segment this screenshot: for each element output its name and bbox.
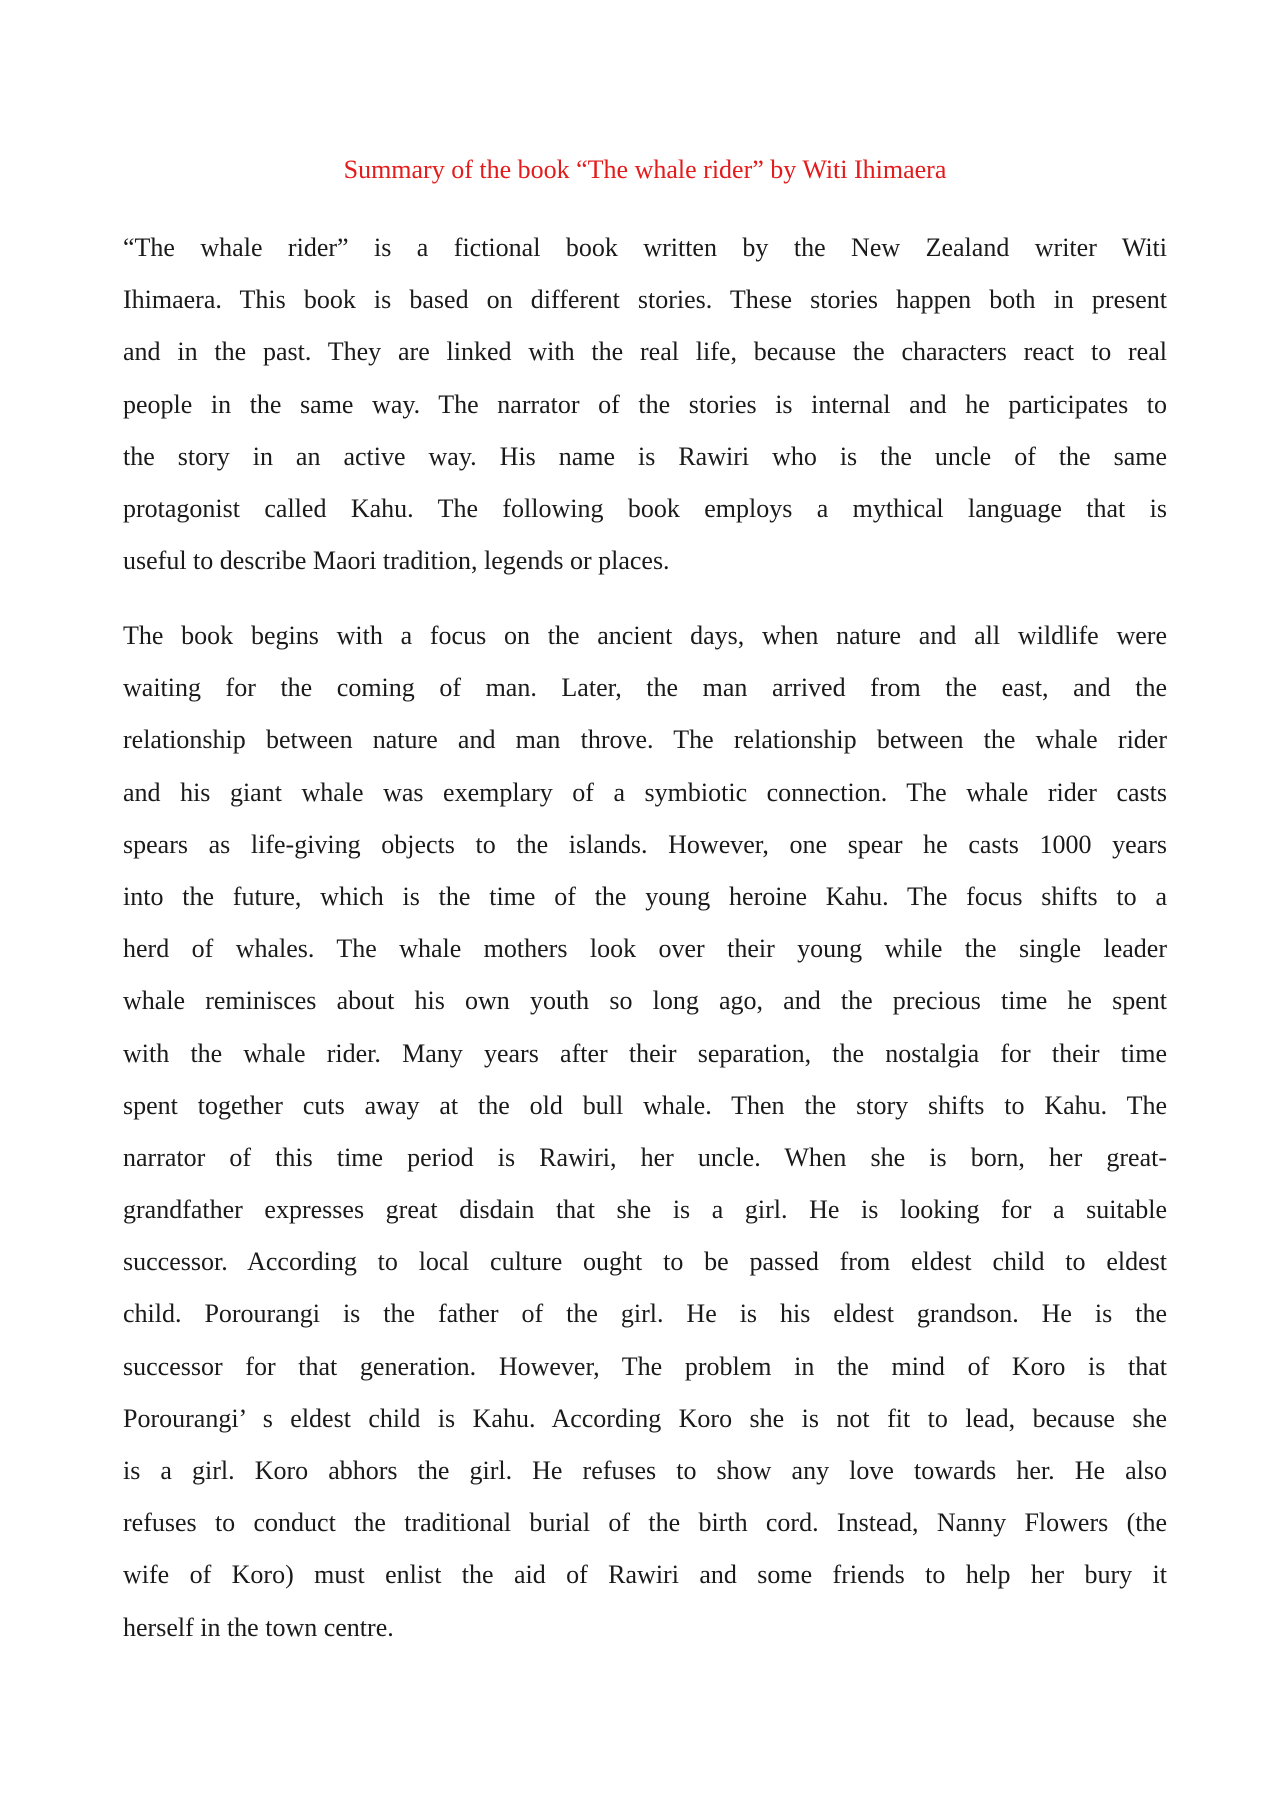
paragraph-line: spears as life-giving objects to the islands. However, one spear he casts 1000 years [123,829,1167,859]
paragraph-line: The book begins with a focus on the ancient days, when nature and all wildlife were [123,621,1167,650]
paragraph-line: protagonist called Kahu. The following book employs a mythical language that is [123,493,1167,523]
paragraph-line: narrator of this time period is Rawiri, her uncle. When she is born, her great- [123,1142,1167,1172]
paragraph-line: herself in the town centre. [123,1612,394,1642]
paragraph-line: the story in an active way. His name is Rawiri who is the uncle of the same [123,441,1167,471]
paragraph-line: herd of whales. The whale mothers look over their young while the single leader [123,934,1167,964]
paragraph-line: and in the past. They are linked with the real life, because the characters react to real [123,337,1167,367]
paragraph-line: grandfather expresses great disdain that she is a girl. He is looking for a suitable [123,1195,1167,1225]
paragraph-line: Porourangi’ s eldest child is Kahu. According Koro she is not fit to lead, because she [123,1403,1167,1433]
document-title: Summary of the book “The whale rider” by Witi Ihimaera [343,155,947,184]
paragraph-line: spent together cuts away at the old bull whale. Then the story shifts to Kahu. The [123,1090,1167,1120]
paragraph-line: Ihimaera. This book is based on different stories. These stories happen both in present [123,285,1167,315]
paragraph-line: with the whale rider. Many years after their separation, the nostalgia for their time [123,1038,1167,1068]
paragraph-line: relationship between nature and man throve. The relationship between the whale rider [123,725,1167,755]
paragraph-line: whale reminisces about his own youth so long ago, and the precious time he spent [123,986,1167,1016]
paragraph-introduction [123,222,1167,587]
paragraph-line: useful to describe Maori tradition, legends or places. [123,546,670,576]
paragraph-line: people in the same way. The narrator of the stories is internal and he participates to [123,389,1167,419]
paragraph-line: into the future, which is the time of the young heroine Kahu. The focus shifts to a [123,881,1167,911]
paragraph-line: “The whale rider” is a fictional book written by the New Zealand writer Witi [123,233,1167,262]
paragraph-line: and his giant whale was exemplary of a symbiotic connection. The whale rider casts [123,777,1167,807]
paragraph-line: is a girl. Koro abhors the girl. He refuses to show any love towards her. He also [123,1456,1167,1485]
paragraph-line: refuses to conduct the traditional burial of the birth cord. Instead, Nanny Flowers (the [123,1508,1167,1538]
paragraph-plot-summary [123,610,1167,1654]
paragraph-line: child. Porourangi is the father of the girl. He is his eldest grandson. He is the [123,1299,1167,1329]
paragraph-line: waiting for the coming of man. Later, the man arrived from the east, and the [123,673,1167,703]
paragraph-line: wife of Koro) must enlist the aid of Rawiri and some friends to help her bury it [123,1560,1167,1590]
paragraph-line: successor for that generation. However, The problem in the mind of Koro is that [123,1351,1167,1381]
paragraph-line: successor. According to local culture ought to be passed from eldest child to eldest [123,1247,1167,1277]
